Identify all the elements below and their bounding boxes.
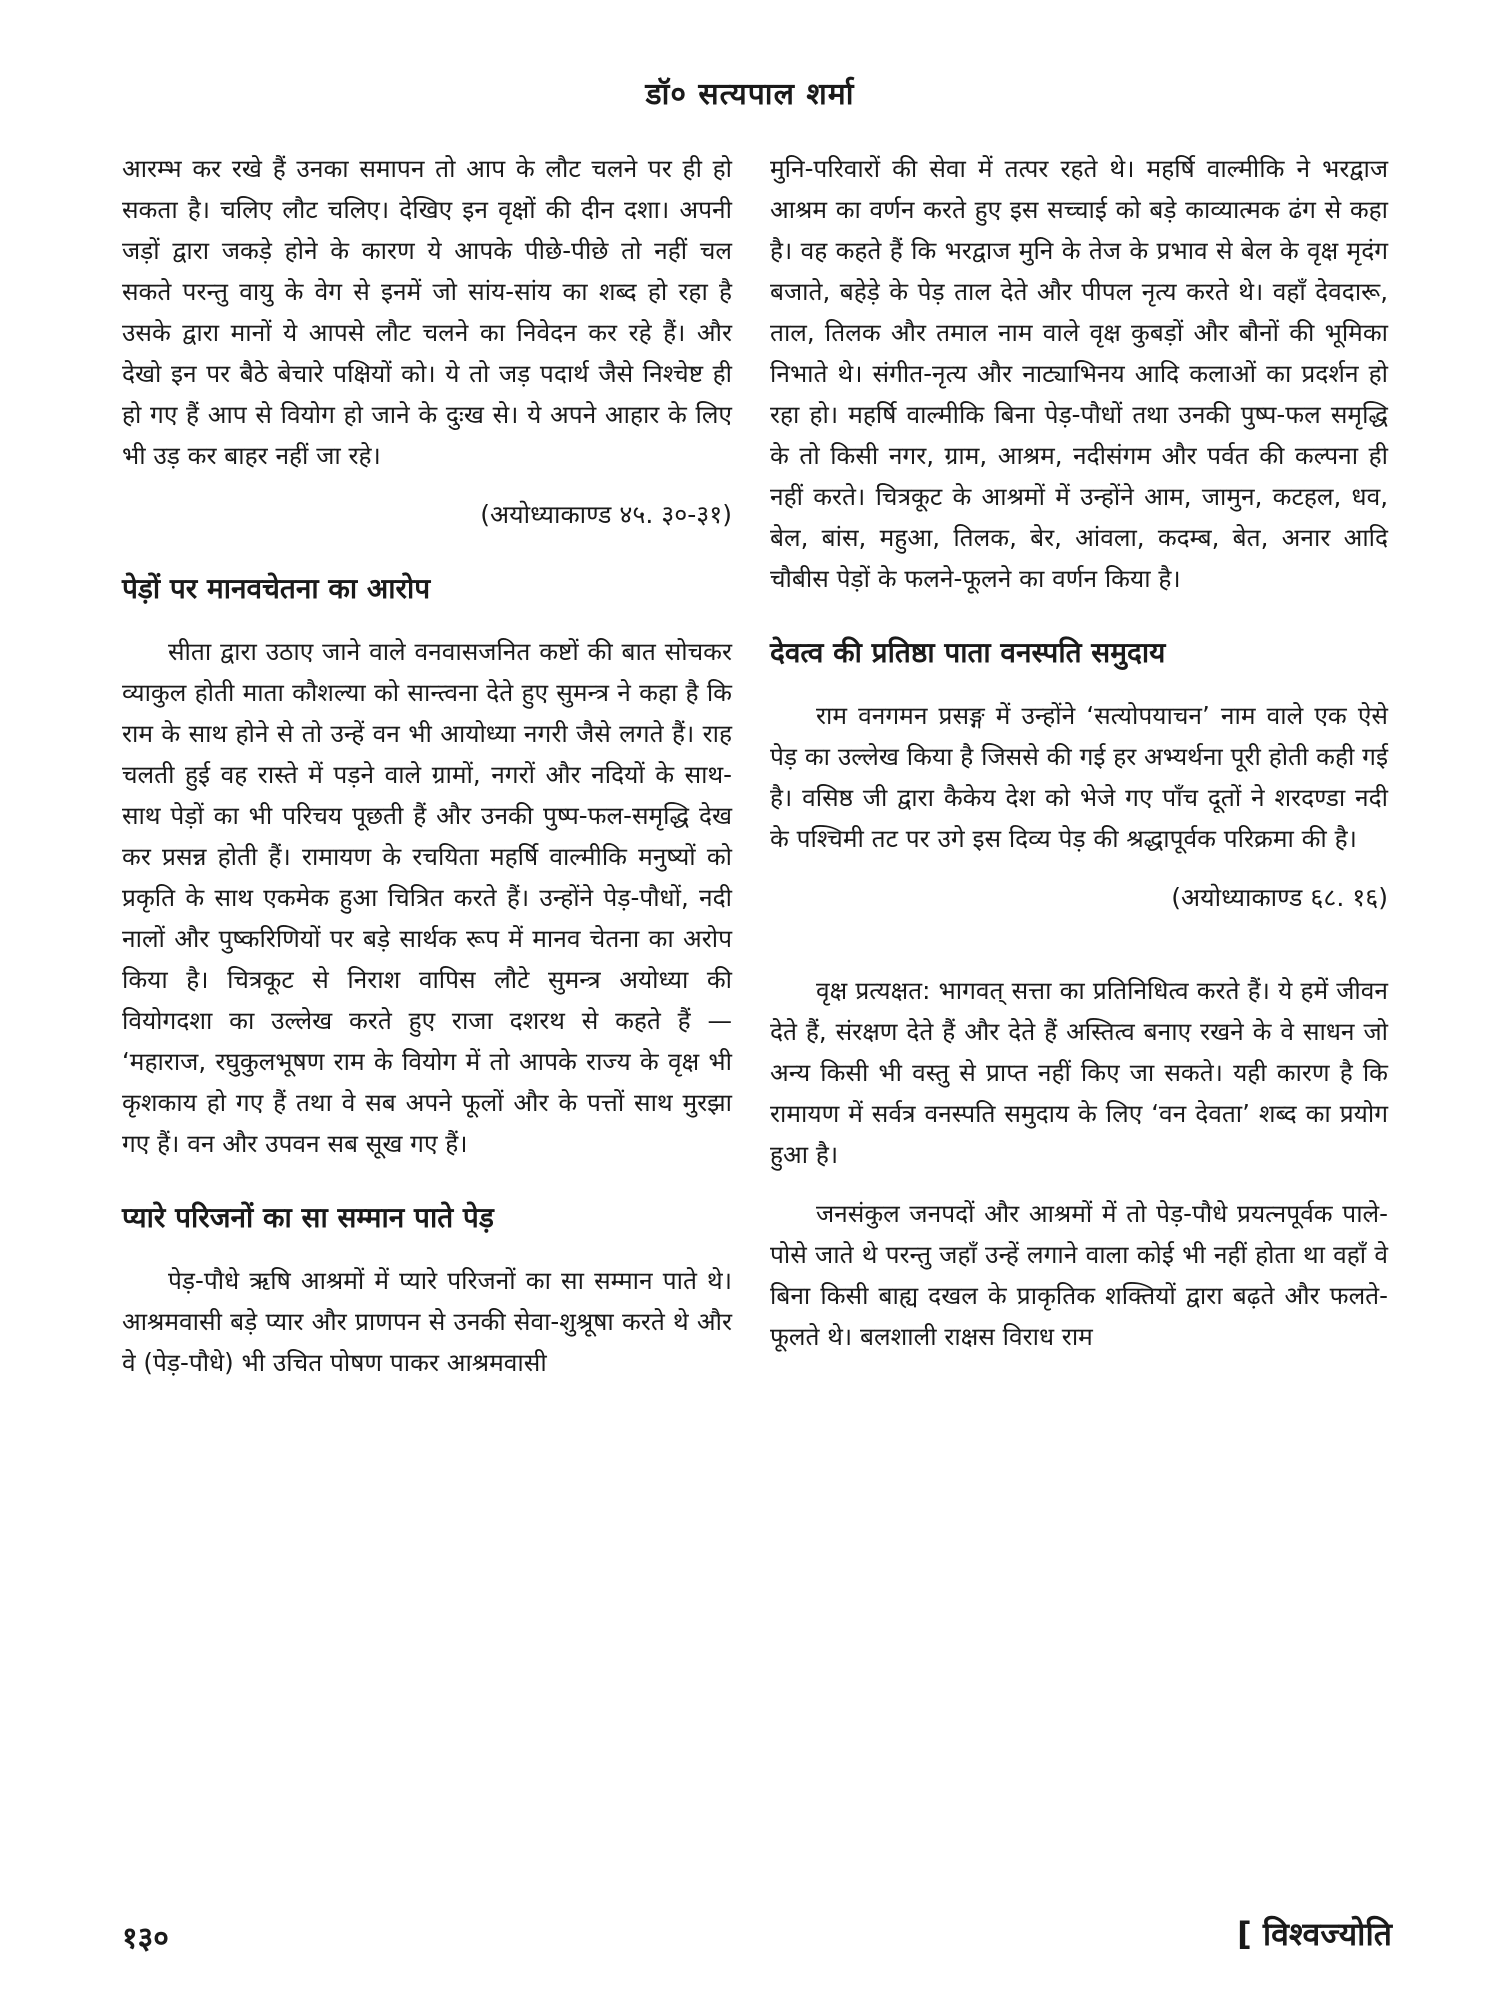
right-paragraph-1: मुनि-परिवारों की सेवा में तत्पर रहते थे। महर्षि वाल्मीकि ने भरद्वाज आश्रम का वर्णन करते हुए इस सच्चाई को बड़े काव्यात्मक ढंग से कहा है। वह कहते हैं कि भरद्वाज मुनि के तेज के प्रभाव से बेल के वृक्ष मृदंग बजाते, बहेड़े के पेड़ ताल देते और पीपल नृत्य करते थे। वहाँ देवदारू, ताल, तिलक और तमाल नाम वाले वृक्ष कुबड़ों और बौनों की भूमिका निभाते थे। संगीत-नृत्य और नाट्याभिनय आदि कलाओं का प्रदर्शन हो रहा हो। महर्षि वाल्मीकि बिना पेड़-पौधों तथा उनकी पुष्प-फल समृद्धि के तो किसी नगर, ग्राम, आश्रम, नदीसंगम और पर्वत की कल्पना ही नहीं करते। चित्रकूट के आश्रमों में उन्होंने आम, जामुन, कटहल, धव, बेल, बांस, महुआ, तिलक, बेर, आंवला, कदम्ब, बेत, अनार आदि चौबीस पेड़ों के फलने-फूलने का वर्णन किया है। [770,154,1388,593]
magazine-name: [ विश्वज्योति [1237,1915,1392,1953]
left-column [122,148,732,1401]
section-heading-consciousness: पेड़ों पर मानवचेतना का आरोप [122,572,431,605]
right-column [770,148,1388,1375]
section-gap [770,944,1388,970]
section-heading-divinity: देवत्व की प्रतिष्ठा पाता वनस्पति समुदाय [770,636,1166,669]
left-paragraph-2: सीता द्वारा उठाए जाने वाले वनवासजनित कष्टों की बात सोचकर व्याकुल होती माता कौशल्या को सान्त्वना देते हुए सुमन्त्र ने कहा है कि राम के साथ होने से तो उन्हें वन भी आयोध्या नगरी जैसे लगते हैं। राह चलती हुई वह रास्ते में पड़ने वाले ग्रामों, नगरों और नदियों के साथ-साथ पेड़ों का भी परिचय पूछती हैं और उनकी पुष्प-फल-समृद्धि देख कर प्रसन्न होती हैं। रामायण के रचयिता महर्षि वाल्मीकि मनुष्यों को प्रकृति के साथ एकमेक हुआ चित्रित करते हैं। उन्होंने पेड़-पौधों, नदी नालों और पुष्करिणियों पर बड़े सार्थक रूप में मानव चेतना का अरोप किया है। चित्रकूट से निराश वापिस लौटे सुमन्त्र अयोध्या की वियोगदशा का उल्लेख करते हुए राजा दशरथ से कहते हैं — ‘महाराज, रघुकुलभूषण राम के वियोग में तो आपके राज्य के वृक्ष भी कृशकाय हो गए हैं तथा वे सब अपने फूलों और के पत्तों साथ मुरझा गए हैं। वन और उपवन सब सूख गए हैं। [122,637,732,1158]
section-heading-respect: प्यारे परिजनों का सा सम्मान पाते पेड़ [122,1201,494,1234]
right-paragraph-4: जनसंकुल जनपदों और आश्रमों में तो पेड़-पौधे प्रयत्नपूर्वक पाले-पोसे जाते थे परन्तु जहाँ उन्हें लगाने वाला कोई भी नहीं होता था वहाँ वे बिना किसी बाह्य दखल के प्राकृतिक शक्तियों द्वारा बढ़ते और फलते-फूलते थे। बलशाली राक्षस विराध राम [770,1199,1388,1351]
right-paragraph-3: वृक्ष प्रत्यक्षत: भागवत् सत्ता का प्रतिनिधित्व करते हैं। ये हमें जीवन देते हैं, संरक्षण देते हैं और देते हैं अस्तित्व बनाए रखने के वे साधन जो अन्य किसी भी वस्तु से प्राप्त नहीं किए जा सकते। यही कारण है कि रामायण में सर्वत्र वनस्पति समुदाय के लिए ‘वन देवता’ शब्द का प्रयोग हुआ है। [770,976,1388,1169]
right-paragraph-2: राम वनगमन प्रसङ्ग में उन्होंने ‘सत्योपयाचन’ नाम वाले एक ऐसे पेड़ का उल्लेख किया है जिससे की गई हर अभ्यर्थना पूरी होती कही गई है। वसिष्ठ जी द्वारा कैकेय देश को भेजे गए पाँच दूतों ने शरदण्डा नदी के पश्चिमी तट पर उगे इस दिव्य पेड़ की श्रद्धापूर्वक परिक्रमा की है। [770,701,1388,853]
running-head: डॉ० सत्यपाल शर्मा [645,77,855,112]
left-paragraph-3: पेड़-पौधे ऋषि आश्रमों में प्यारे परिजनों का सा सम्मान पाते थे। आश्रमवासी बड़े प्यार और प्राणपन से उनकी सेवा-शुश्रूषा करते थे और वे (पेड़-पौधे) भी उचित पोषण पाकर आश्रमवासी [122,1266,732,1377]
right-reference-1: (अयोध्याकाण्ड ६८. १६) [1171,883,1388,912]
page-number: १३० [122,1921,169,1956]
left-paragraph-1: आरम्भ कर रखे हैं उनका समापन तो आप के लौट चलने पर ही हो सकता है। चलिए लौट चलिए। देखिए इन वृक्षों की दीन दशा। अपनी जड़ों द्वारा जकड़े होने के कारण ये आपके पीछे-पीछे तो नहीं चल सकते परन्तु वायु के वेग से इनमें जो सांय-सांय का शब्द हो रहा है उसके द्वारा मानों ये आपसे लौट चलने का निवेदन कर रहे हैं। और देखो इन पर बैठे बेचारे पक्षियों को। ये तो जड़ पदार्थ जैसे निश्चेष्ट ही हो गए हैं आप से वियोग हो जाने के दुःख से। ये अपने आहार के लिए भी उड़ कर बाहर नहीं जा रहे। [122,154,732,470]
left-reference-1: (अयोध्याकाण्ड ४५. ३०-३१) [480,500,732,529]
